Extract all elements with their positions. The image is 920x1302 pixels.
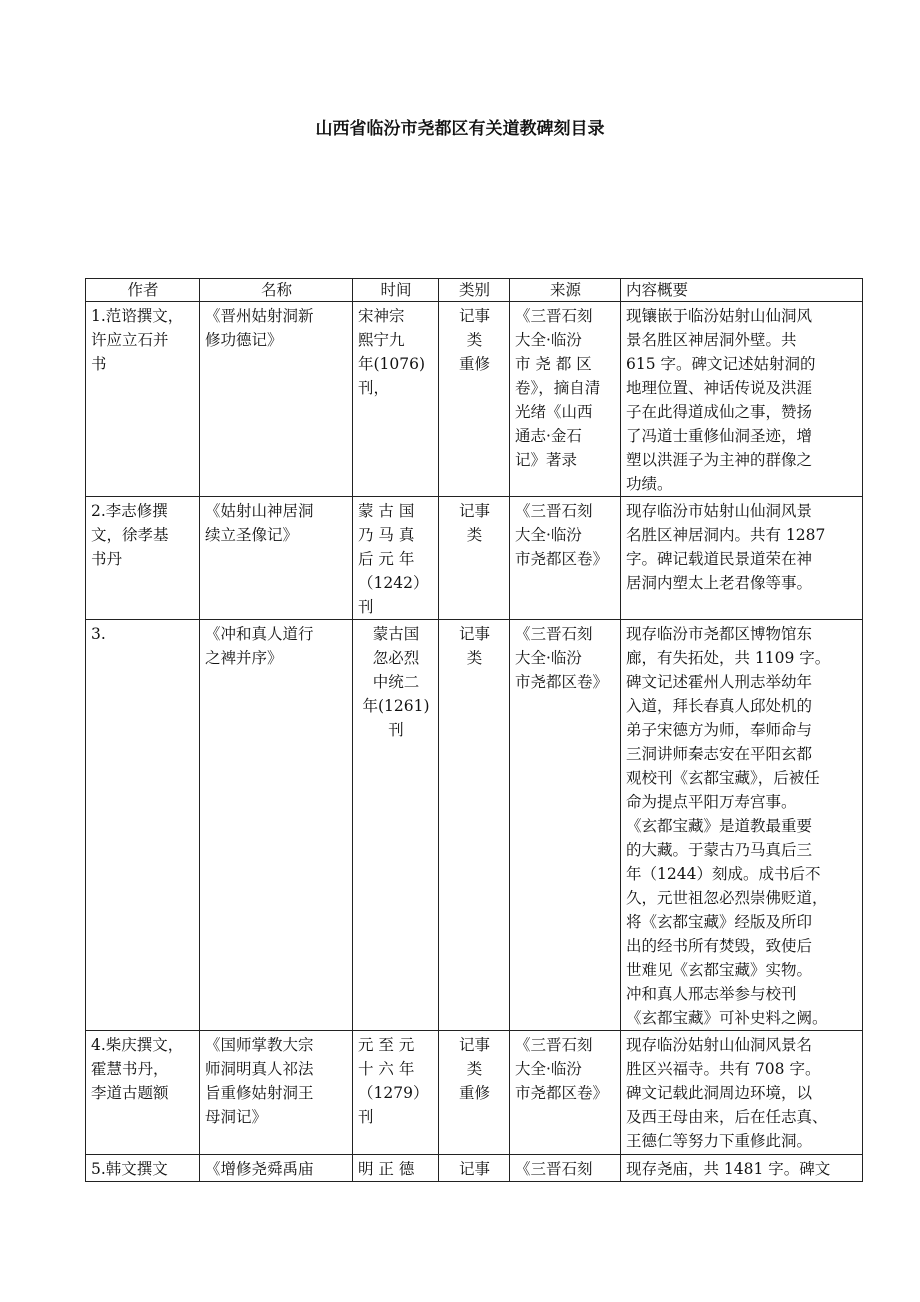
cell-summary: 现镶嵌于临汾姑射山仙洞风 景名胜区神居洞外壁。共 615 字。碑文记述姑射洞的 地理位置、神话传说及洪涯 子在此得道成仙之事，赞扬 了冯道士重修仙洞圣迹，增 塑以洪涯子为主神的群像之 功绩。 [621,302,863,497]
cell-source: 《三晋石刻 [510,1155,621,1182]
table-header-row [86,279,863,302]
cell-time: 宋神宗 熙宁九 年(1076) 刊， [353,302,439,497]
page-title: 山西省临汾市尧都区有关道教碑刻目录 [315,119,605,139]
header-time: 时间 [353,279,439,302]
header-author: 作者 [86,279,200,302]
table-row [86,1031,863,1155]
cell-name: 《国师掌教大宗 师洞明真人祁法 旨重修姑射洞王 母洞记》 [200,1031,353,1155]
cell-name: 《晋州姑射洞新 修功德记》 [200,302,353,497]
cell-author: 1.范谘撰文， 许应立石并 书 [86,302,200,497]
cell-category: 记事 类 [439,497,510,620]
table-row [86,497,863,620]
cell-author: 5.韩文撰文 [86,1155,200,1182]
cell-summary: 现存临汾姑射山仙洞风景名 胜区兴福寺。共有 708 字。 碑文记载此洞周边环境，以 及西王母由来，后在任志真、 王德仁等努力下重修此洞。 [621,1031,863,1155]
cell-author: 2.李志修撰 文，徐孝基 书丹 [86,497,200,620]
cell-time: 蒙古国 忽必烈 中统二 年(1261) 刊 [353,620,439,1031]
cell-summary: 现存临汾市尧都区博物馆东 廊，有失拓处，共 1109 字。 碑文记述霍州人刑志举幼年 入道，拜长春真人邱处机的 弟子宋德方为师，奉师命与 三洞讲师秦志安在平阳玄都 观校刊《玄都宝藏》，后被任 命为提点平阳万寿宫事。 《玄都宝藏》是道教最重要 的大藏。于蒙古乃马真后三 年（1244）刻成。成书后不 久，元世祖忽必烈崇佛贬道， 将《玄都宝藏》经版及所印 出的经书所有焚毁，致使后 世难见《玄都宝藏》实物。 冲和真人邢志举参与校刊 《玄都宝藏》可补史料之阙。 [621,620,863,1031]
cell-author: 4.柴庆撰文， 霍慧书丹， 李道古题额 [86,1031,200,1155]
header-name: 名称 [200,279,353,302]
cell-source: 《三晋石刻 大全·临汾 市尧都区卷》 [510,620,621,1031]
cell-time: 明 正 德 [353,1155,439,1182]
header-summary: 内容概要 [621,279,863,302]
cell-summary: 现存临汾市姑射山仙洞风景 名胜区神居洞内。共有 1287 字。碑记载道民景道荣在神 居洞内塑太上老君像等事。 [621,497,863,620]
cell-category: 记事 类 [439,620,510,1031]
table-row [86,1155,863,1182]
cell-time: 蒙 古 国 乃 马 真 后 元 年 （1242） 刊 [353,497,439,620]
cell-source: 《三晋石刻 大全·临汾 市尧都区卷》 [510,1031,621,1155]
cell-name: 《姑射山神居洞 续立圣像记》 [200,497,353,620]
cell-time: 元 至 元 十 六 年 （1279） 刊 [353,1031,439,1155]
stele-catalog-table [85,278,863,1182]
cell-category: 记事 [439,1155,510,1182]
cell-source: 《三晋石刻 大全·临汾 市尧都区卷》 [510,497,621,620]
header-category: 类别 [439,279,510,302]
table-row [86,302,863,497]
cell-name: 《冲和真人道行 之裨并序》 [200,620,353,1031]
cell-category: 记事 类 重修 [439,1031,510,1155]
header-source: 来源 [510,279,621,302]
cell-author: 3. [86,620,200,1031]
cell-name: 《增修尧舜禹庙 [200,1155,353,1182]
table-row [86,620,863,1031]
cell-category: 记事 类 重修 [439,302,510,497]
cell-summary: 现存尧庙，共 1481 字。碑文 [621,1155,863,1182]
cell-source: 《三晋石刻 大全·临汾 市 尧 都 区 卷》，摘自清 光绪《山西 通志·金石 记》著录 [510,302,621,497]
